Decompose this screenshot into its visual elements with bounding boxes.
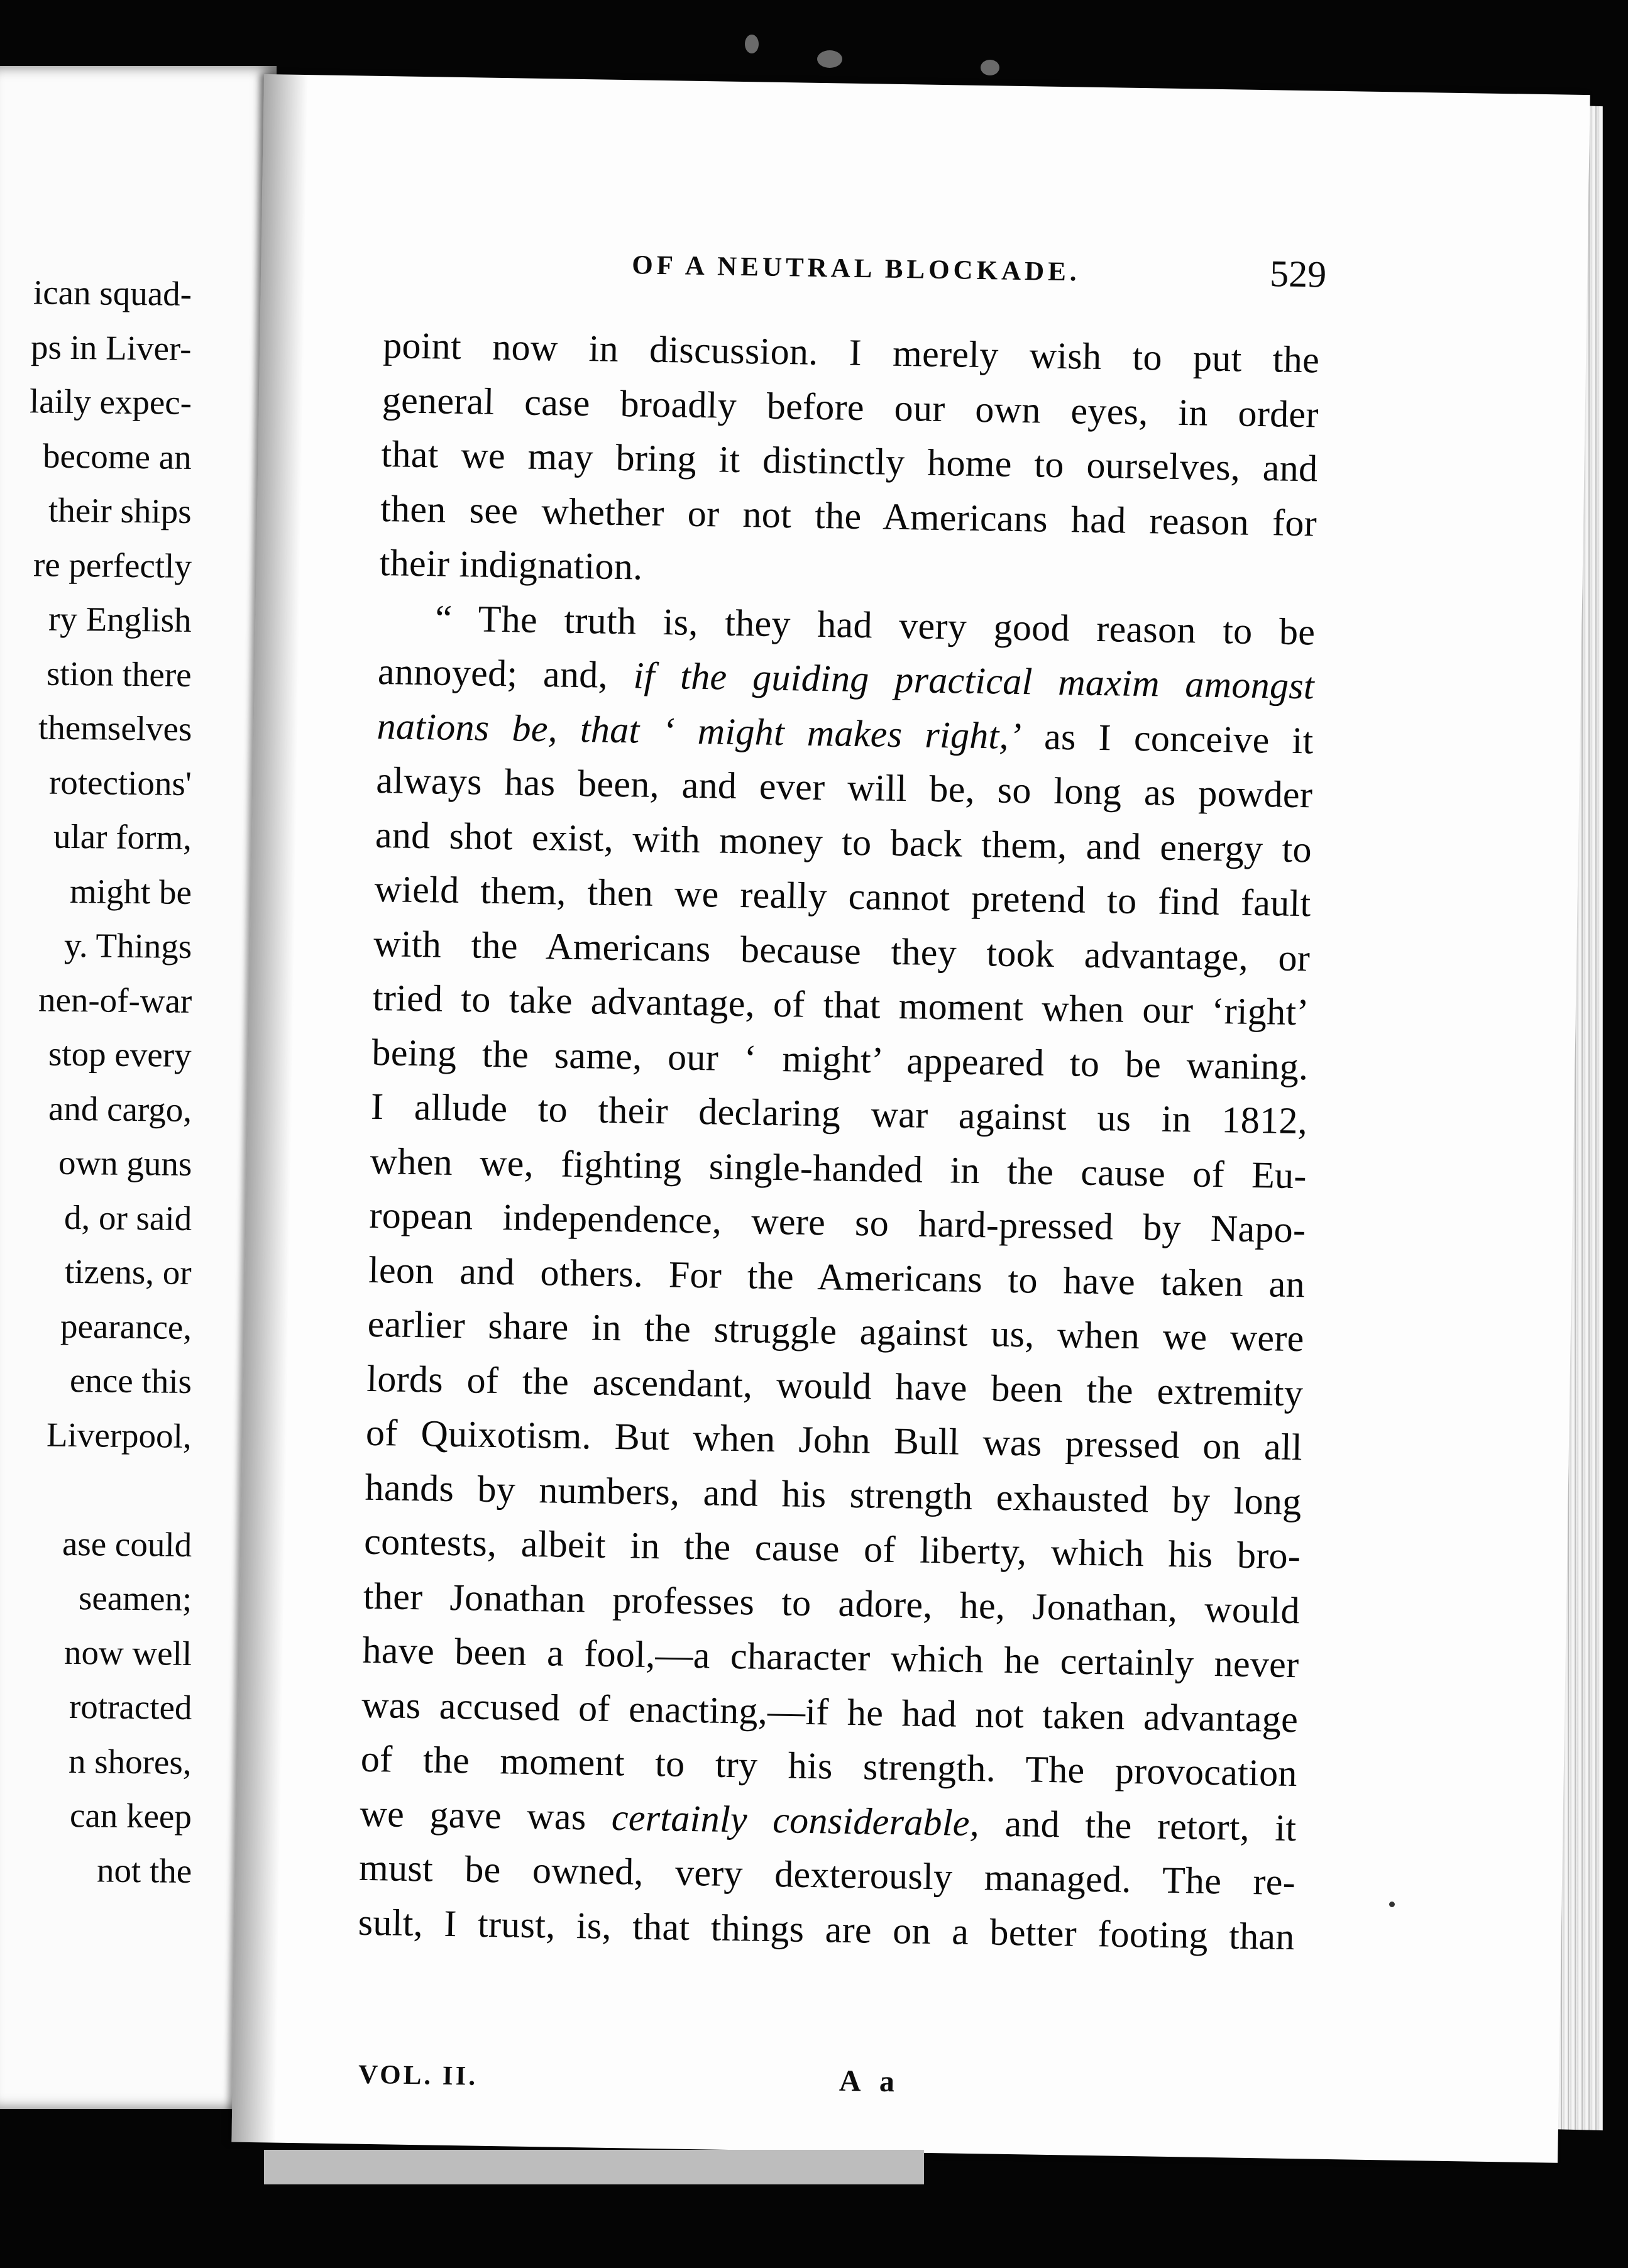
text-line: of the moment to try his strength. The provocation: [360, 1737, 1298, 1795]
text-line: wield them, then we really cannot pretend to find fault: [374, 867, 1312, 925]
left-page-line: ican squad-: [33, 273, 192, 313]
text-line: I allude to their declaring war against us in 1812,: [370, 1085, 1308, 1142]
page-number: 529: [1269, 253, 1327, 295]
text-line: “ The truth is, they had very good reason to be: [434, 597, 1316, 652]
left-page-line: Liverpool,: [47, 1415, 192, 1455]
left-page-line: d, or said: [63, 1197, 192, 1238]
left-page-line: might be: [69, 871, 192, 911]
text-line: and shot exist, with money to back them, and energy to: [375, 813, 1312, 870]
left-page-line: stop every: [48, 1034, 192, 1074]
left-page-line: ry English: [48, 599, 192, 639]
text-line: of Quixotism. But when John Bull was pressed on all: [365, 1411, 1303, 1468]
text-line: was accused of enacting,—if he had not taken advantage: [361, 1683, 1299, 1740]
left-page-line: and cargo,: [48, 1089, 192, 1129]
italic-text-run: nations be, that ‘ might makes right,’: [377, 705, 1022, 757]
left-page-line: seamen;: [78, 1578, 192, 1618]
text-run: annoyed; and,: [377, 650, 634, 696]
left-page-line: own guns: [58, 1143, 192, 1183]
italic-text-run: if the guiding practical maxim amongst: [633, 654, 1315, 707]
left-page-line: ase could: [62, 1524, 192, 1564]
left-page-line: ps in Liver-: [31, 327, 192, 368]
text-line: lords of the ascendant, would have been the extremity: [366, 1357, 1304, 1414]
text-line: point now in discussion. I merely wish to put the: [382, 324, 1320, 381]
italic-text-run: certainly considerable,: [611, 1796, 980, 1844]
text-line: hands by numbers, and his strength exhausted by long: [365, 1466, 1302, 1522]
text-line: must be owned, very dexterously managed. The re-: [358, 1846, 1296, 1903]
text-line: have been a fool,—a character which he certainly never: [362, 1629, 1299, 1686]
text-line: general case broadly before our own eyes, in order: [382, 378, 1319, 435]
left-page-line: re perfectly: [33, 544, 192, 585]
left-page-line: now well: [63, 1632, 192, 1673]
left-page-line: laily expec-: [29, 382, 192, 422]
text-line: ropean independence, were so hard-pressed by Napo-: [368, 1194, 1306, 1251]
left-page-line: not the: [96, 1850, 192, 1890]
left-page-line: ular form,: [53, 817, 192, 857]
dust-speck: [745, 35, 759, 53]
text-line: then see whether or not the Americans had reason for: [380, 487, 1317, 544]
dust-speck: [1389, 1902, 1395, 1907]
text-line: being the same, our ‘ might’ appeared to be waning.: [371, 1031, 1309, 1087]
left-page-line: n shores,: [69, 1741, 192, 1781]
left-page-line: their ships: [48, 490, 192, 531]
text-line: always has been, and ever will be, so long as powder: [375, 759, 1313, 816]
text-line: tried to take advantage, of that moment when our ‘right’: [372, 976, 1310, 1033]
left-page-line: rotections': [48, 762, 192, 803]
left-page-line: pearance,: [60, 1306, 192, 1346]
text-line: ther Jonathan professes to adore, he, Jonathan, would: [363, 1575, 1301, 1631]
left-page-line: y. Things: [63, 925, 192, 966]
body-text: [358, 318, 1320, 1964]
left-page-line: ence this: [69, 1360, 192, 1401]
text-run: and the retort, it: [979, 1802, 1297, 1849]
main-page: [231, 74, 1590, 2163]
left-page-line: tizens, or: [65, 1252, 192, 1292]
dust-speck: [817, 50, 842, 68]
left-page: [0, 66, 277, 2109]
left-page-line: nen-of-war: [38, 979, 192, 1020]
running-head: OF A NEUTRAL BLOCKADE.: [631, 250, 1081, 287]
text-run: we gave was: [360, 1792, 612, 1838]
bottom-edge-strip: [264, 2150, 924, 2184]
text-line: contests, albeit in the cause of liberty, which his bro-: [363, 1520, 1301, 1577]
text-line: that we may bring it distinctly home to ourselves, and: [381, 433, 1318, 490]
left-page-line: become an: [43, 436, 192, 476]
text-line: leon and others. For the Americans to have taken an: [368, 1248, 1306, 1305]
dust-speck: [981, 60, 999, 75]
text-line: sult, I trust, is, that things are on a better footing than: [358, 1901, 1295, 1957]
left-page-line: can keep: [69, 1795, 192, 1836]
text-run: as I conceive it: [1021, 715, 1314, 761]
left-page-line: stion there: [47, 654, 192, 694]
text-line: with the Americans because they took advantage, or: [373, 922, 1311, 979]
text-line: when we, fighting single-handed in the cause of Eu-: [370, 1140, 1307, 1196]
signature-mark: VOL. II.: [358, 2059, 478, 2091]
text-line: earlier share in the struggle against us, when we were: [367, 1302, 1305, 1360]
gathering-mark: A a: [839, 2064, 901, 2099]
left-page-line: rotracted: [69, 1687, 192, 1727]
text-line: their indignation.: [379, 541, 643, 588]
left-page-line: themselves: [38, 708, 192, 748]
